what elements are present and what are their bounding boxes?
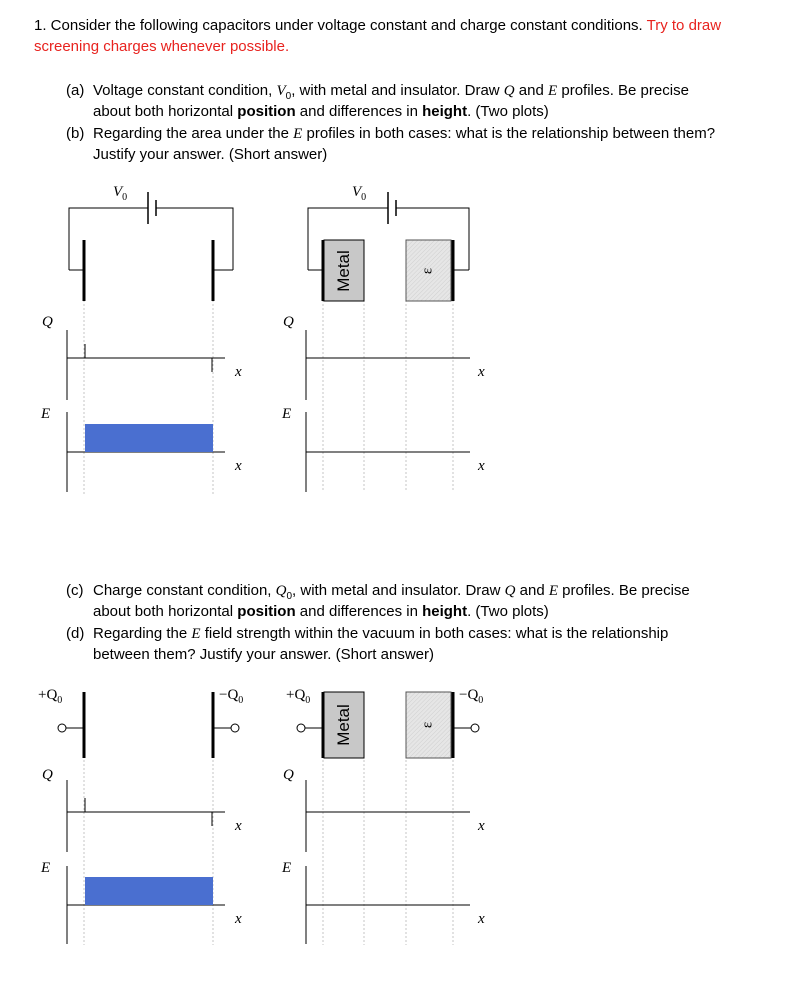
axis-x-label-c-q: x [235, 818, 242, 834]
q-axis-a [67, 330, 225, 400]
metal-label-b: Metal [334, 250, 353, 292]
bold-position: position [237, 103, 296, 120]
part-d-tag: (d) [66, 625, 85, 642]
plus-q0-label-d [286, 687, 310, 706]
axis-e-label-a: E [41, 406, 51, 422]
q-axis-c [67, 780, 225, 852]
heading-text: 1. Consider the following capacitors under voltage constant and charge constant conditions. [34, 17, 643, 34]
part-a-tag: (a) [66, 82, 85, 99]
axis-e-label-d: E [282, 860, 292, 876]
minus-q0-label-c [219, 687, 243, 706]
part-c-text: Charge constant condition, [93, 582, 276, 599]
v0-sub: 0 [285, 91, 292, 102]
bold-height: height [422, 103, 468, 120]
part-c-tag: (c) [66, 582, 84, 599]
bold-position: position [237, 603, 296, 620]
part-c-l2-pre: about both horizontal [93, 603, 238, 620]
minus-q0: −Q [459, 687, 479, 703]
part-b-post: profiles in both cases: what is the relationship between them? [302, 125, 716, 142]
e-axis-b [306, 412, 470, 492]
axis-e-label-c: E [41, 860, 51, 876]
guide-lines [84, 260, 453, 945]
part-a-l2-post: . (Two plots) [467, 103, 549, 120]
capacitor-a-circuit [69, 192, 233, 301]
v-sym: V [113, 184, 123, 200]
q-axis-b [306, 330, 470, 400]
axis-e-label-b: E [282, 406, 292, 422]
v0-label-b [352, 184, 366, 203]
part-a-l2-pre: about both horizontal [93, 103, 238, 120]
part-b-pre: Regarding the area under the [93, 125, 294, 142]
plus-q0: +Q [38, 687, 58, 703]
plus-q0: +Q [286, 687, 306, 703]
part-a-text: Voltage constant condition, [93, 82, 277, 99]
axis-x-label-a-q: x [235, 364, 242, 380]
e-symbol: E [293, 126, 303, 142]
part-a-l2-mid: and differences in [295, 103, 423, 120]
q-axis-d [306, 780, 470, 852]
bold-height: height [422, 603, 468, 620]
and-text: and [514, 82, 549, 99]
epsilon-label-d: ε [419, 721, 436, 729]
q0-sub: 0 [238, 695, 244, 706]
heading-red-line2: screening charges whenever possible. [34, 38, 290, 55]
v-sub: 0 [361, 192, 367, 203]
v0-label-a [113, 184, 127, 203]
axis-q-label-c: Q [42, 767, 53, 783]
minus-q0-label-d [459, 687, 483, 706]
minus-q0: −Q [219, 687, 239, 703]
part-b-tag: (b) [66, 125, 85, 142]
axis-x-label-a-e: x [235, 458, 242, 474]
axis-q-label-d: Q [283, 767, 294, 783]
and-text: and [515, 582, 549, 599]
axis-q-label-a: Q [42, 314, 53, 330]
q0-sub: 0 [478, 695, 484, 706]
q0-sub: 0 [286, 591, 293, 602]
v-sym: V [352, 184, 362, 200]
epsilon-label-b: ε [419, 267, 436, 275]
v-sub: 0 [122, 192, 128, 203]
axis-x-label-d-q: x [478, 818, 485, 834]
e-field-block-c [85, 877, 213, 905]
e-symbol: E [191, 626, 201, 642]
heading-red-text: Try to draw [646, 17, 722, 34]
q0-sub: 0 [57, 695, 63, 706]
q-symbol: Q [503, 83, 515, 99]
axis-x-label-d-e: x [478, 911, 485, 927]
part-d-line2: between them? Justify your answer. (Short answer) [93, 646, 434, 663]
axis-x-label-b-e: x [478, 458, 485, 474]
part-c-text-post: profiles. Be precise [558, 582, 690, 599]
e-symbol: E [548, 583, 559, 599]
part-c-l2-post: . (Two plots) [467, 603, 549, 620]
e-axis-d [306, 866, 470, 944]
part-d-post: field strength within the vacuum in both cases: what is the relationship [200, 625, 669, 642]
q-symbol: Q [504, 583, 516, 599]
part-d-pre: Regarding the [93, 625, 192, 642]
capacitor-c-circuit [58, 692, 239, 758]
e-field-block-a [85, 424, 213, 452]
axis-q-label-b: Q [283, 314, 294, 330]
plus-q0-label-c [38, 687, 62, 706]
axis-x-label-b-q: x [478, 364, 485, 380]
axis-x-label-c-e: x [235, 911, 242, 927]
metal-label-d: Metal [334, 704, 353, 746]
part-c-l2-mid: and differences in [295, 603, 423, 620]
v0-symbol: V [276, 83, 286, 99]
part-b-line2: Justify your answer. (Short answer) [93, 146, 328, 163]
e-symbol: E [548, 83, 558, 99]
part-c-text-mid: , with metal and insulator. Draw [292, 582, 505, 599]
q0-sub: 0 [305, 695, 311, 706]
q0-symbol: Q [275, 583, 287, 599]
part-a-text-post: profiles. Be precise [557, 82, 689, 99]
part-a-text-mid: , with metal and insulator. Draw [291, 82, 504, 99]
